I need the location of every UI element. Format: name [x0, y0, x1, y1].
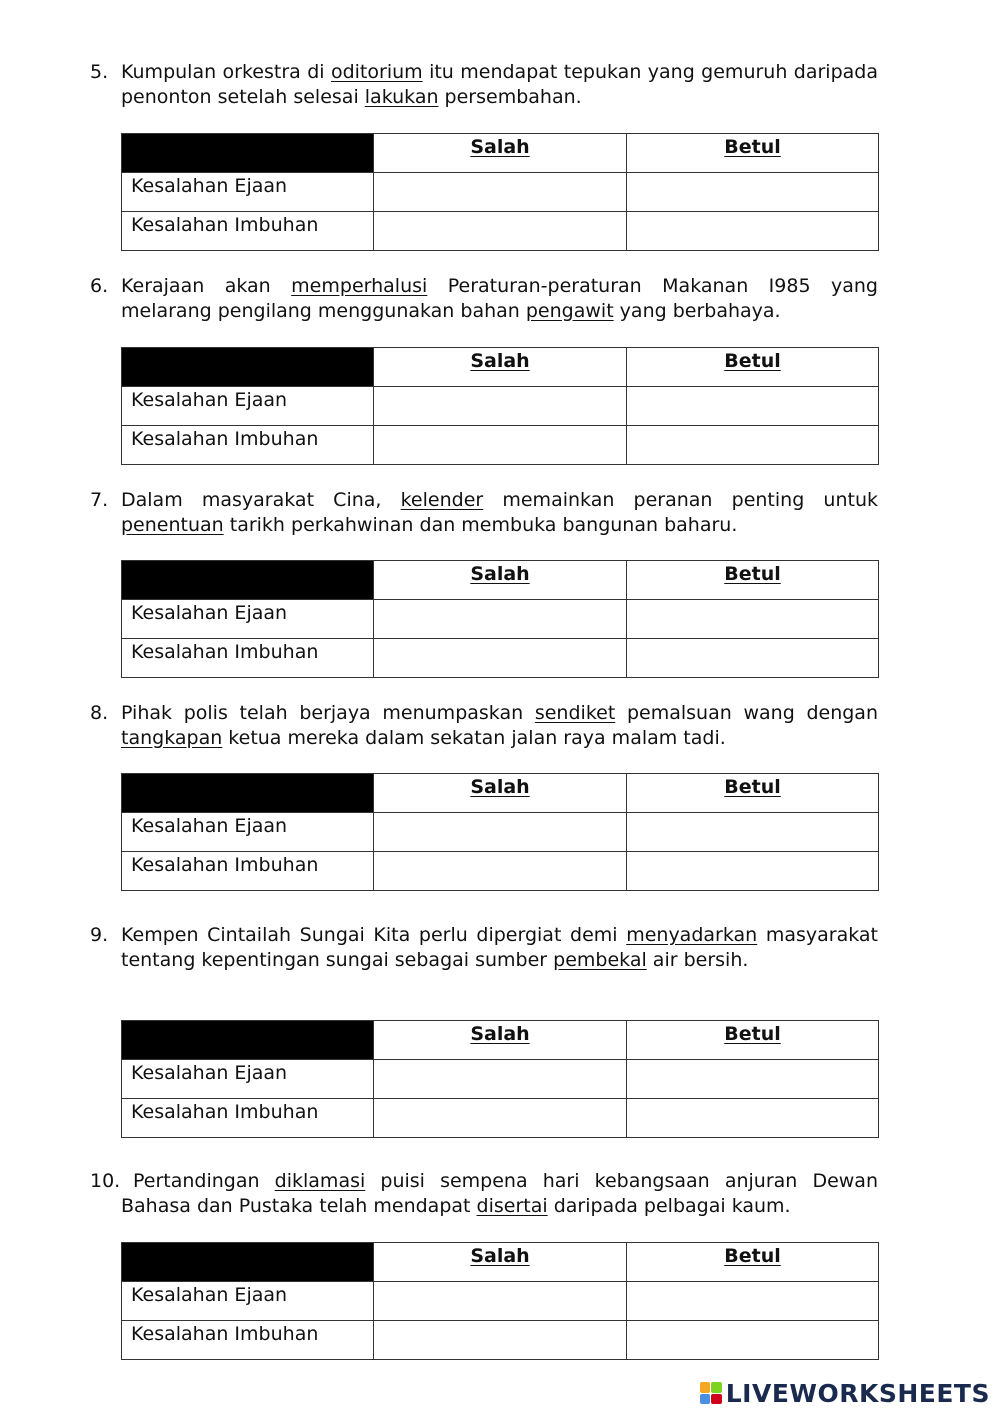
- text-segment: Dalam masyarakat Cina,: [121, 489, 401, 511]
- header-salah: Salah: [374, 348, 627, 387]
- liveworksheets-logo: [700, 1378, 990, 1408]
- answer-table-6: [121, 347, 879, 465]
- row-label-imbuhan: Kesalahan Imbuhan: [122, 426, 374, 465]
- row-label-ejaan: Kesalahan Ejaan: [122, 813, 374, 852]
- question-number: 6.: [90, 275, 109, 297]
- question-number: 10.: [90, 1170, 121, 1192]
- row-label-ejaan: Kesalahan Ejaan: [122, 387, 374, 426]
- text-segment: Kempen Cintailah Sungai Kita perlu dipergiat demi: [121, 924, 627, 946]
- answer-table-10: [121, 1242, 879, 1360]
- answer-cell-ejaan-salah[interactable]: [374, 813, 627, 852]
- header-betul: Betul: [627, 561, 879, 600]
- logo-square: [700, 1382, 711, 1393]
- row-label-ejaan: Kesalahan Ejaan: [122, 1060, 374, 1099]
- header-blank-cell: [122, 134, 374, 173]
- underlined-word: memperhalusi: [291, 275, 428, 297]
- answer-cell-imbuhan-salah[interactable]: [374, 426, 627, 465]
- underlined-word: menyadarkan: [626, 924, 758, 946]
- answer-cell-ejaan-betul[interactable]: [627, 600, 879, 639]
- answer-cell-imbuhan-betul[interactable]: [627, 426, 879, 465]
- question-number: 5.: [90, 61, 109, 83]
- question-text: [121, 701, 878, 750]
- text-segment: Peraturan-peraturan Makanan I985 yang melarang pengilang menggunakan bahan: [121, 275, 878, 322]
- text-segment: masyarakat tentang kepentingan sungai sebagai sumber: [121, 924, 878, 971]
- underlined-word: disertai: [476, 1194, 548, 1217]
- answer-cell-ejaan-betul[interactable]: [627, 1282, 879, 1321]
- question-text: [121, 488, 878, 537]
- answer-cell-ejaan-salah[interactable]: [374, 1282, 627, 1321]
- liveworksheets-logo-icon: [700, 1382, 722, 1404]
- header-blank-cell: [122, 1021, 374, 1060]
- answer-table-8: [121, 773, 879, 891]
- answer-cell-imbuhan-betul[interactable]: [627, 1321, 879, 1360]
- answer-cell-ejaan-salah[interactable]: [374, 600, 627, 639]
- question-text: [121, 1169, 878, 1218]
- question-number: 9.: [90, 924, 109, 946]
- logo-square: [711, 1382, 722, 1393]
- underlined-word: pengawit: [525, 299, 614, 322]
- header-betul: Betul: [627, 1021, 879, 1060]
- text-segment: persembahan.: [438, 85, 582, 108]
- text-segment: puisi sempena hari kebangsaan anjuran Dewan Bahasa dan Pustaka telah mendapat: [121, 1170, 878, 1217]
- question-number: 8.: [90, 702, 109, 724]
- answer-cell-imbuhan-salah[interactable]: [374, 212, 627, 251]
- text-segment: ketua mereka dalam sekatan jalan raya malam tadi.: [222, 726, 726, 749]
- underlined-word: lakukan: [364, 85, 439, 108]
- text-segment: memainkan peranan penting untuk: [483, 489, 878, 511]
- header-betul: Betul: [627, 774, 879, 813]
- answer-cell-ejaan-salah[interactable]: [374, 387, 627, 426]
- underlined-word: diklamasi: [274, 1170, 366, 1192]
- question-6: [90, 274, 878, 323]
- row-label-imbuhan: Kesalahan Imbuhan: [122, 1321, 374, 1360]
- header-salah: Salah: [374, 1243, 627, 1282]
- text-segment: Kumpulan orkestra di: [121, 61, 331, 83]
- answer-cell-imbuhan-salah[interactable]: [374, 852, 627, 891]
- answer-cell-imbuhan-betul[interactable]: [627, 212, 879, 251]
- header-salah: Salah: [374, 134, 627, 173]
- underlined-word: kelender: [400, 489, 484, 511]
- logo-square: [711, 1394, 722, 1405]
- question-text: [121, 274, 878, 323]
- answer-cell-ejaan-salah[interactable]: [374, 1060, 627, 1099]
- answer-table-9: [121, 1020, 879, 1138]
- header-betul: Betul: [627, 134, 879, 173]
- header-salah: Salah: [374, 561, 627, 600]
- answer-table-7: [121, 560, 879, 678]
- text-segment: yang berbahaya.: [613, 299, 781, 322]
- text-segment: itu mendapat tepukan yang gemuruh daripada penonton setelah selesai: [121, 61, 878, 108]
- row-label-ejaan: Kesalahan Ejaan: [122, 600, 374, 639]
- question-text: [121, 923, 878, 972]
- row-label-ejaan: Kesalahan Ejaan: [122, 1282, 374, 1321]
- logo-text: LIVEWORKSHEETS: [725, 1378, 990, 1408]
- header-blank-cell: [122, 1243, 374, 1282]
- answer-table-5: [121, 133, 879, 251]
- text-segment: Kerajaan akan: [121, 275, 292, 297]
- text-segment: daripada pelbagai kaum.: [547, 1194, 791, 1217]
- header-blank-cell: [122, 774, 374, 813]
- answer-cell-ejaan-betul[interactable]: [627, 387, 879, 426]
- header-betul: Betul: [627, 1243, 879, 1282]
- header-blank-cell: [122, 348, 374, 387]
- underlined-word: tangkapan: [121, 726, 223, 749]
- question-9: [90, 923, 878, 972]
- answer-cell-imbuhan-betul[interactable]: [627, 1099, 879, 1138]
- answer-cell-imbuhan-salah[interactable]: [374, 1099, 627, 1138]
- header-salah: Salah: [374, 774, 627, 813]
- row-label-imbuhan: Kesalahan Imbuhan: [122, 852, 374, 891]
- text-segment: pemalsuan wang dengan: [615, 702, 878, 724]
- answer-cell-imbuhan-salah[interactable]: [374, 1321, 627, 1360]
- answer-cell-ejaan-betul[interactable]: [627, 813, 879, 852]
- question-8: [90, 701, 878, 750]
- text-segment: tarikh perkahwinan dan membuka bangunan baharu.: [223, 513, 738, 536]
- question-7: [90, 488, 878, 537]
- row-label-imbuhan: Kesalahan Imbuhan: [122, 1099, 374, 1138]
- answer-cell-ejaan-salah[interactable]: [374, 173, 627, 212]
- underlined-word: pembekal: [553, 948, 647, 971]
- answer-cell-imbuhan-betul[interactable]: [627, 852, 879, 891]
- text-segment: air bersih.: [646, 948, 749, 971]
- question-5: [90, 60, 878, 109]
- text-segment: Pihak polis telah berjaya menumpaskan: [121, 702, 535, 724]
- header-betul: Betul: [627, 348, 879, 387]
- header-salah: Salah: [374, 1021, 627, 1060]
- underlined-word: penentuan: [121, 513, 224, 536]
- question-text: [121, 60, 878, 109]
- question-10: [90, 1169, 878, 1218]
- answer-cell-ejaan-betul[interactable]: [627, 1060, 879, 1099]
- row-label-ejaan: Kesalahan Ejaan: [122, 173, 374, 212]
- text-segment: Pertandingan: [133, 1170, 275, 1192]
- answer-cell-imbuhan-betul[interactable]: [627, 639, 879, 678]
- logo-square: [700, 1394, 711, 1405]
- underlined-word: sendiket: [534, 702, 616, 724]
- answer-cell-ejaan-betul[interactable]: [627, 173, 879, 212]
- row-label-imbuhan: Kesalahan Imbuhan: [122, 212, 374, 251]
- header-blank-cell: [122, 561, 374, 600]
- answer-cell-imbuhan-salah[interactable]: [374, 639, 627, 678]
- row-label-imbuhan: Kesalahan Imbuhan: [122, 639, 374, 678]
- question-number: 7.: [90, 489, 109, 511]
- underlined-word: oditorium: [330, 61, 423, 83]
